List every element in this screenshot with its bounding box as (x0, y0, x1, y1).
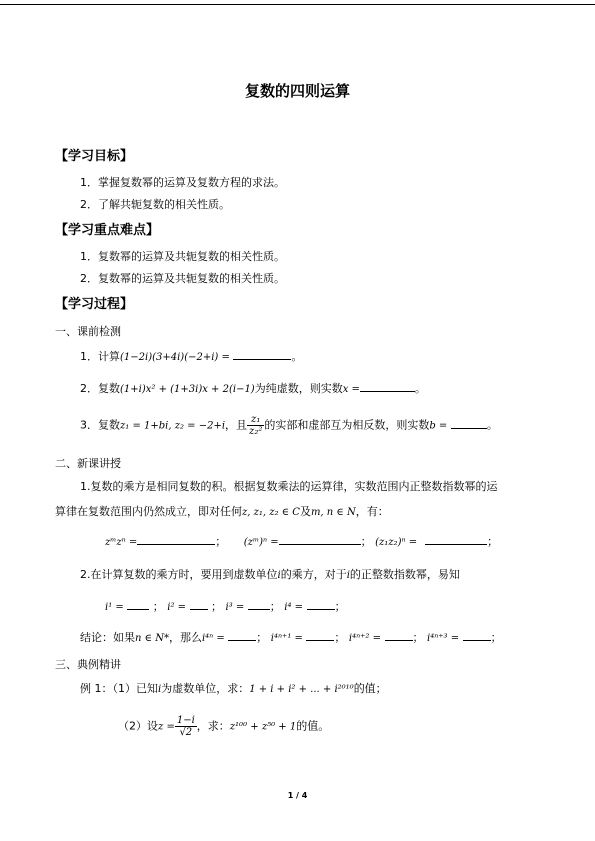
q3-denominator: z₂² (249, 426, 263, 437)
p2-text: 的正整数指数幂，易知 (349, 568, 460, 581)
q1-end: 。 (291, 350, 303, 363)
part1-heading: 一、课前检测 (55, 325, 121, 338)
answer-blank (451, 417, 487, 429)
power-3: i³ = (225, 602, 245, 613)
header-rule (0, 4, 595, 5)
power-laws-row (105, 533, 498, 549)
imaginary-unit: i (346, 570, 350, 581)
separator: ； (412, 631, 424, 644)
law-1: zᵐzⁿ = (105, 537, 138, 548)
answer-blank (306, 629, 334, 641)
power-1: i¹ = (105, 602, 124, 613)
question-3 (80, 414, 498, 437)
example-text: 的值； (353, 682, 387, 695)
conclusion-row (80, 629, 502, 645)
n-in-naturals: n ∈ N* (135, 633, 169, 644)
question-1 (80, 348, 302, 364)
keypoint-item: 1．复数幂的运算及共轭复数的相关性质。 (80, 250, 285, 263)
separator: ； (490, 631, 502, 644)
q3-and: ，且 (225, 418, 248, 432)
example-text: 为虚数单位，求： (161, 682, 250, 695)
cycle-2: i⁴ⁿ⁺¹ = (270, 633, 303, 644)
answer-blank (463, 629, 491, 641)
p1-nat-expression: m, n ∈ N (310, 507, 356, 518)
q3-mid: 的实部和虚部互为相反数，则实数 (264, 418, 430, 432)
answer-blank (190, 598, 208, 610)
example-2-denominator: √2 (179, 727, 193, 738)
separator: ； (269, 600, 281, 613)
example-text: ，求： (196, 719, 230, 733)
conclusion-text: ，那么 (168, 631, 202, 644)
p1-set-expression: z, z₁, z₂ ∈ C (242, 507, 300, 518)
q2-mid: 为纯虚数，则实数 (254, 382, 343, 395)
q1-expression: (1−2i)(3+4i)(−2+i) = (120, 352, 230, 363)
answer-blank (248, 598, 270, 610)
question-2 (80, 380, 426, 396)
q3-variable: b = (429, 420, 448, 432)
example-1-expression: 1 + i + i² + ... + i²⁰¹⁰ (249, 684, 354, 695)
answer-blank (385, 629, 413, 641)
separator: ； (256, 631, 268, 644)
answer-blank (137, 533, 215, 545)
separator: ； (211, 600, 223, 613)
separator: ； (215, 535, 227, 548)
example-text: （2）设 (118, 719, 158, 733)
power-4: i⁴ = (284, 602, 304, 613)
separator: ； (334, 600, 346, 613)
p1-text: 及 (299, 505, 311, 518)
goal-item: 1．掌握复数幂的运算及复数方程的求法。 (80, 176, 285, 189)
page-number: 1 / 4 (287, 791, 308, 800)
example-text: 的值。 (296, 719, 330, 733)
cycle-4: i⁴ⁿ⁺³ = (427, 633, 460, 644)
separator: ； (334, 631, 346, 644)
cycle-1: i⁴ⁿ = (201, 633, 225, 644)
p2-text: 2.在计算复数的乘方时，要用到虚数单位 (80, 568, 278, 581)
page-title: 复数的四则运算 (244, 82, 350, 100)
process-heading: 【学习过程】 (55, 297, 134, 312)
separator: ； (152, 600, 164, 613)
answer-blank (233, 348, 291, 360)
q1-prefix: 1．计算 (80, 350, 120, 363)
q3-numerator: z₁ (247, 414, 264, 426)
q2-end: 。 (414, 382, 426, 395)
q2-variable: x = (342, 384, 360, 395)
paragraph-1-line-2 (55, 503, 389, 519)
example-text: 例 1：（1）已知 (80, 682, 158, 695)
q3-fraction (247, 414, 264, 437)
part3-heading: 三、典例精讲 (55, 658, 121, 671)
powers-of-i-row (105, 598, 346, 614)
cycle-3: i⁴ⁿ⁺² = (348, 633, 381, 644)
p2-text: 的乘方，对于 (280, 568, 347, 581)
example-1 (80, 680, 387, 696)
p1-text: 算律在复数范围内仍然成立，即对任何 (55, 505, 242, 518)
z-equals: z = (158, 721, 175, 733)
answer-blank (127, 598, 149, 610)
paragraph-2 (80, 566, 460, 582)
keypoints-heading: 【学习重点难点】 (55, 223, 160, 238)
answer-blank (228, 629, 256, 641)
answer-blank (307, 598, 335, 610)
separator: ； (360, 535, 372, 548)
q3-expression: z₁ = 1+bi, z₂ = −2+i (120, 420, 226, 432)
example-2-fraction (175, 715, 197, 738)
answer-blank (360, 380, 415, 392)
paragraph-1-line-1: 1.复数的乘方是相同复数的积。根据复数乘法的运算律，实数范围内正整数指数幂的运 (80, 480, 498, 493)
example-2 (118, 715, 329, 738)
imaginary-unit: i (158, 684, 162, 695)
q2-expression: (1+i)x² + (1+3i)x + 2(i−1) (120, 384, 255, 395)
q2-prefix: 2．复数 (80, 382, 120, 395)
separator: ； (487, 535, 499, 548)
example-2-expression: z¹⁰⁰ + z⁵⁰ + 1 (229, 721, 297, 733)
example-2-numerator: 1−i (176, 715, 195, 726)
q3-end: 。 (486, 418, 498, 432)
law-3: (z₁z₂)ⁿ = (375, 537, 418, 548)
goals-heading: 【学习目标】 (55, 149, 134, 164)
goal-item: 2．了解共轭复数的相关性质。 (80, 198, 230, 211)
part2-heading: 二、新课讲授 (55, 457, 121, 470)
q3-prefix: 3．复数 (80, 418, 120, 432)
keypoint-item: 2．复数幂的运算及共轭复数的相关性质。 (80, 272, 285, 285)
p1-text: ，有： (355, 505, 389, 518)
law-2: (zᵐ)ⁿ = (243, 537, 279, 548)
imaginary-unit: i (277, 570, 281, 581)
answer-blank (425, 533, 487, 545)
answer-blank (279, 533, 361, 545)
conclusion-text: 结论：如果 (80, 631, 135, 644)
power-2: i² = (167, 602, 187, 613)
